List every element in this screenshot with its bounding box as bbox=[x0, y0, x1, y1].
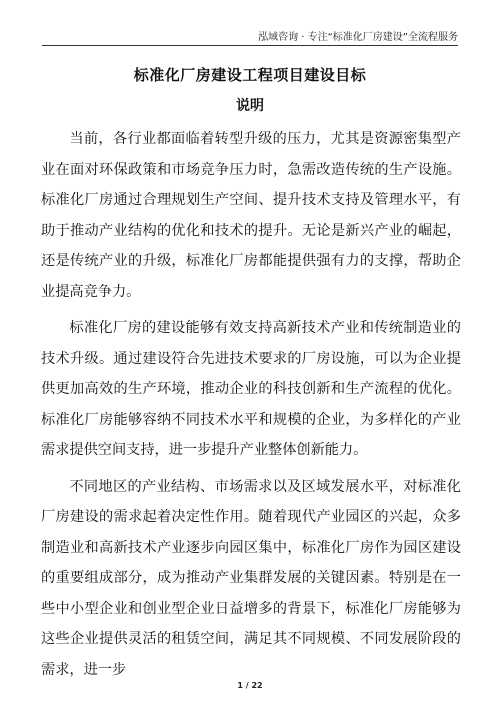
header-divider bbox=[42, 45, 458, 46]
page-number: 1 / 22 bbox=[237, 681, 263, 690]
document-body bbox=[41, 124, 461, 691]
paragraph: 当前，各行业都面临着转型升级的压力，尤其是资源密集型产业在面对环保政策和市场竞争压力时，急需改造传统的生产设施。标准化厂房通过合理规划生产空间、提升技术支持及管理水平，有助于推动产业结构的优化和技术的提升。无论是新兴产业的崛起，还是传统产业的升级，标准化厂房都能提供强有力的支撑，帮助企业提高竞争力。 bbox=[41, 131, 461, 300]
page-header: 泓域咨询 · 专注“标准化厂房建设”全流程服务 bbox=[258, 32, 458, 43]
document-title: 标准化厂房建设工程项目建设目标 bbox=[133, 66, 367, 84]
paragraph: 不同地区的产业结构、市场需求以及区域发展水平，对标准化厂房建设的需求起着决定性作用。随着现代产业园区的兴起，众多制造业和高新技术产业逐步向园区集中，标准化厂房作为园区建设的重要组成部分，成为推动产业集群发展的关键因素。特别是在一些中小型企业和创业型企业日益增多的背景下，标准化厂房能够为这些企业提供灵活的租赁空间，满足其不同规模、不同发展阶段的需求，进一步 bbox=[41, 478, 461, 678]
document-subtitle: 说明 bbox=[236, 98, 264, 114]
paragraph: 标准化厂房的建设能够有效支持高新技术产业和传统制造业的技术升级。通过建设符合先进技术要求的厂房设施，可以为企业提供更加高效的生产环境，推动企业的科技创新和生产流程的优化。标准化厂房能够容纳不同技术水平和规模的企业，为多样化的产业需求提供空间支持，进一步提升产业整体创新能力。 bbox=[41, 320, 461, 458]
